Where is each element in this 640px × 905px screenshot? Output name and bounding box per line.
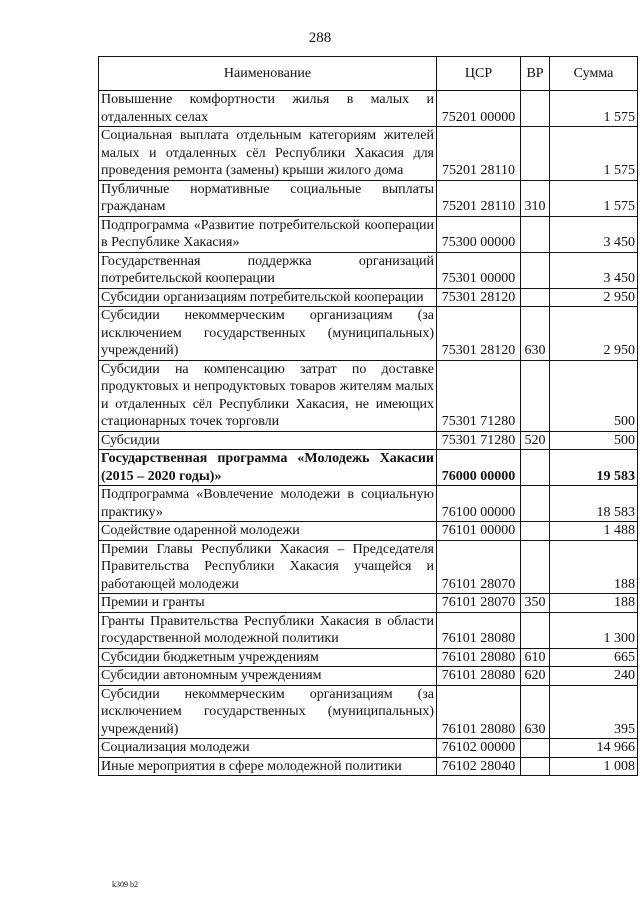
- row-sum: 1 575: [550, 91, 638, 127]
- row-vr: 310: [521, 180, 550, 216]
- row-code: 76101 28070: [437, 540, 521, 594]
- row-name: Повышение комфортности жилья в малых и отдаленных селах: [99, 91, 437, 127]
- row-name: Публичные нормативные социальные выплаты гражданам: [99, 180, 437, 216]
- row-vr: 520: [521, 431, 550, 450]
- row-code: 76101 00000: [437, 522, 521, 541]
- row-vr: 350: [521, 594, 550, 613]
- row-name: Субсидии бюджетным учреждениям: [99, 648, 437, 667]
- row-name: Премии Главы Республики Хакасия – Председателя Правительства Республики Хакасия учащейся и работающей молодежи: [99, 540, 437, 594]
- row-vr: [521, 540, 550, 594]
- row-code: 76101 28080: [437, 612, 521, 648]
- table-row: [99, 288, 638, 307]
- row-vr: [521, 450, 550, 486]
- row-vr: 610: [521, 648, 550, 667]
- row-vr: [521, 522, 550, 541]
- row-name: Подпрограмма «Вовлечение молодежи в социальную практику»: [99, 486, 437, 522]
- row-code: 76100 00000: [437, 486, 521, 522]
- row-name: Субсидии организациям потребительской кооперации: [99, 288, 437, 307]
- row-name: Подпрограмма «Развитие потребительской кооперации в Республике Хакасия»: [99, 216, 437, 252]
- row-sum: 18 583: [550, 486, 638, 522]
- row-vr: [521, 288, 550, 307]
- row-sum: 2 950: [550, 307, 638, 361]
- row-sum: 1 008: [550, 757, 638, 776]
- table-row: [99, 450, 638, 486]
- row-sum: 3 450: [550, 252, 638, 288]
- table-body: [99, 91, 638, 776]
- row-code: 76101 28080: [437, 648, 521, 667]
- table-row: [99, 91, 638, 127]
- row-code: 75201 28110: [437, 180, 521, 216]
- row-name: Социальная выплата отдельным категориям жителей малых и отдаленных сёл Республики Хакасия для проведения ремонта (замены) крыши жилого дома: [99, 127, 437, 181]
- row-sum: 19 583: [550, 450, 638, 486]
- row-sum: 395: [550, 685, 638, 739]
- row-name: Социализация молодежи: [99, 739, 437, 758]
- row-name: Иные мероприятия в сфере молодежной политики: [99, 757, 437, 776]
- table-row: [99, 486, 638, 522]
- row-name: Субсидии на компенсацию затрат по доставке продуктовых и непродуктовых товаров жителям малых и отдаленных сёл Республики Хакасия, не имеющих стационарных точек торговли: [99, 360, 437, 431]
- row-name: Субсидии некоммерческим организациям (за исключением государственных (муниципальных) учреждений): [99, 685, 437, 739]
- table-row: [99, 540, 638, 594]
- row-vr: 620: [521, 667, 550, 686]
- table-row: [99, 594, 638, 613]
- row-sum: 1 300: [550, 612, 638, 648]
- row-sum: 500: [550, 360, 638, 431]
- row-name: Государственная поддержка организаций потребительской кооперации: [99, 252, 437, 288]
- budget-table: [98, 56, 638, 776]
- table-row: [99, 216, 638, 252]
- row-vr: 630: [521, 685, 550, 739]
- table-row: [99, 307, 638, 361]
- row-code: 76101 28070: [437, 594, 521, 613]
- row-name: Гранты Правительства Республики Хакасия в области государственной молодежной политики: [99, 612, 437, 648]
- table-row: [99, 648, 638, 667]
- row-vr: [521, 739, 550, 758]
- header-name: Наименование: [99, 57, 437, 91]
- page-number: 288: [308, 30, 332, 46]
- row-sum: 3 450: [550, 216, 638, 252]
- row-code: 75301 28120: [437, 307, 521, 361]
- row-vr: [521, 757, 550, 776]
- row-sum: 1 575: [550, 127, 638, 181]
- row-code: 76102 00000: [437, 739, 521, 758]
- table-row: [99, 685, 638, 739]
- row-vr: [521, 91, 550, 127]
- header-code: ЦСР: [437, 57, 521, 91]
- table-row: [99, 431, 638, 450]
- row-code: 75301 71280: [437, 431, 521, 450]
- row-name: Премии и гранты: [99, 594, 437, 613]
- table-row: [99, 522, 638, 541]
- row-sum: 2 950: [550, 288, 638, 307]
- row-vr: [521, 216, 550, 252]
- table-row: [99, 180, 638, 216]
- row-vr: 630: [521, 307, 550, 361]
- table-row: [99, 252, 638, 288]
- row-vr: [521, 486, 550, 522]
- row-vr: [521, 127, 550, 181]
- table-row: [99, 757, 638, 776]
- row-code: 75301 28120: [437, 288, 521, 307]
- table-row: [99, 739, 638, 758]
- row-name: Содействие одаренной молодежи: [99, 522, 437, 541]
- row-code: 76101 28080: [437, 667, 521, 686]
- table-row: [99, 667, 638, 686]
- table-row: [99, 127, 638, 181]
- row-name: Субсидии некоммерческим организациям (за исключением государственных (муниципальных) учреждений): [99, 307, 437, 361]
- row-code: 75300 00000: [437, 216, 521, 252]
- row-sum: 1 488: [550, 522, 638, 541]
- row-sum: 188: [550, 540, 638, 594]
- table-row: [99, 360, 638, 431]
- row-name: Субсидии автономным учреждениям: [99, 667, 437, 686]
- row-name: Субсидии: [99, 431, 437, 450]
- row-code: 75301 00000: [437, 252, 521, 288]
- row-vr: [521, 252, 550, 288]
- row-code: 75301 71280: [437, 360, 521, 431]
- row-code: 75201 00000: [437, 91, 521, 127]
- table-header-row: [99, 57, 638, 91]
- row-sum: 1 575: [550, 180, 638, 216]
- table-row: [99, 612, 638, 648]
- row-vr: [521, 360, 550, 431]
- row-code: 76000 00000: [437, 450, 521, 486]
- footer-mark: k309 b2: [112, 880, 138, 889]
- header-sum: Сумма: [550, 57, 638, 91]
- row-code: 76102 28040: [437, 757, 521, 776]
- row-vr: [521, 612, 550, 648]
- row-code: 76101 28080: [437, 685, 521, 739]
- row-sum: 240: [550, 667, 638, 686]
- row-sum: 500: [550, 431, 638, 450]
- header-vr: ВР: [521, 57, 550, 91]
- row-sum: 188: [550, 594, 638, 613]
- row-name: Государственная программа «Молодежь Хакасии (2015 – 2020 годы)»: [99, 450, 437, 486]
- row-sum: 14 966: [550, 739, 638, 758]
- row-sum: 665: [550, 648, 638, 667]
- row-code: 75201 28110: [437, 127, 521, 181]
